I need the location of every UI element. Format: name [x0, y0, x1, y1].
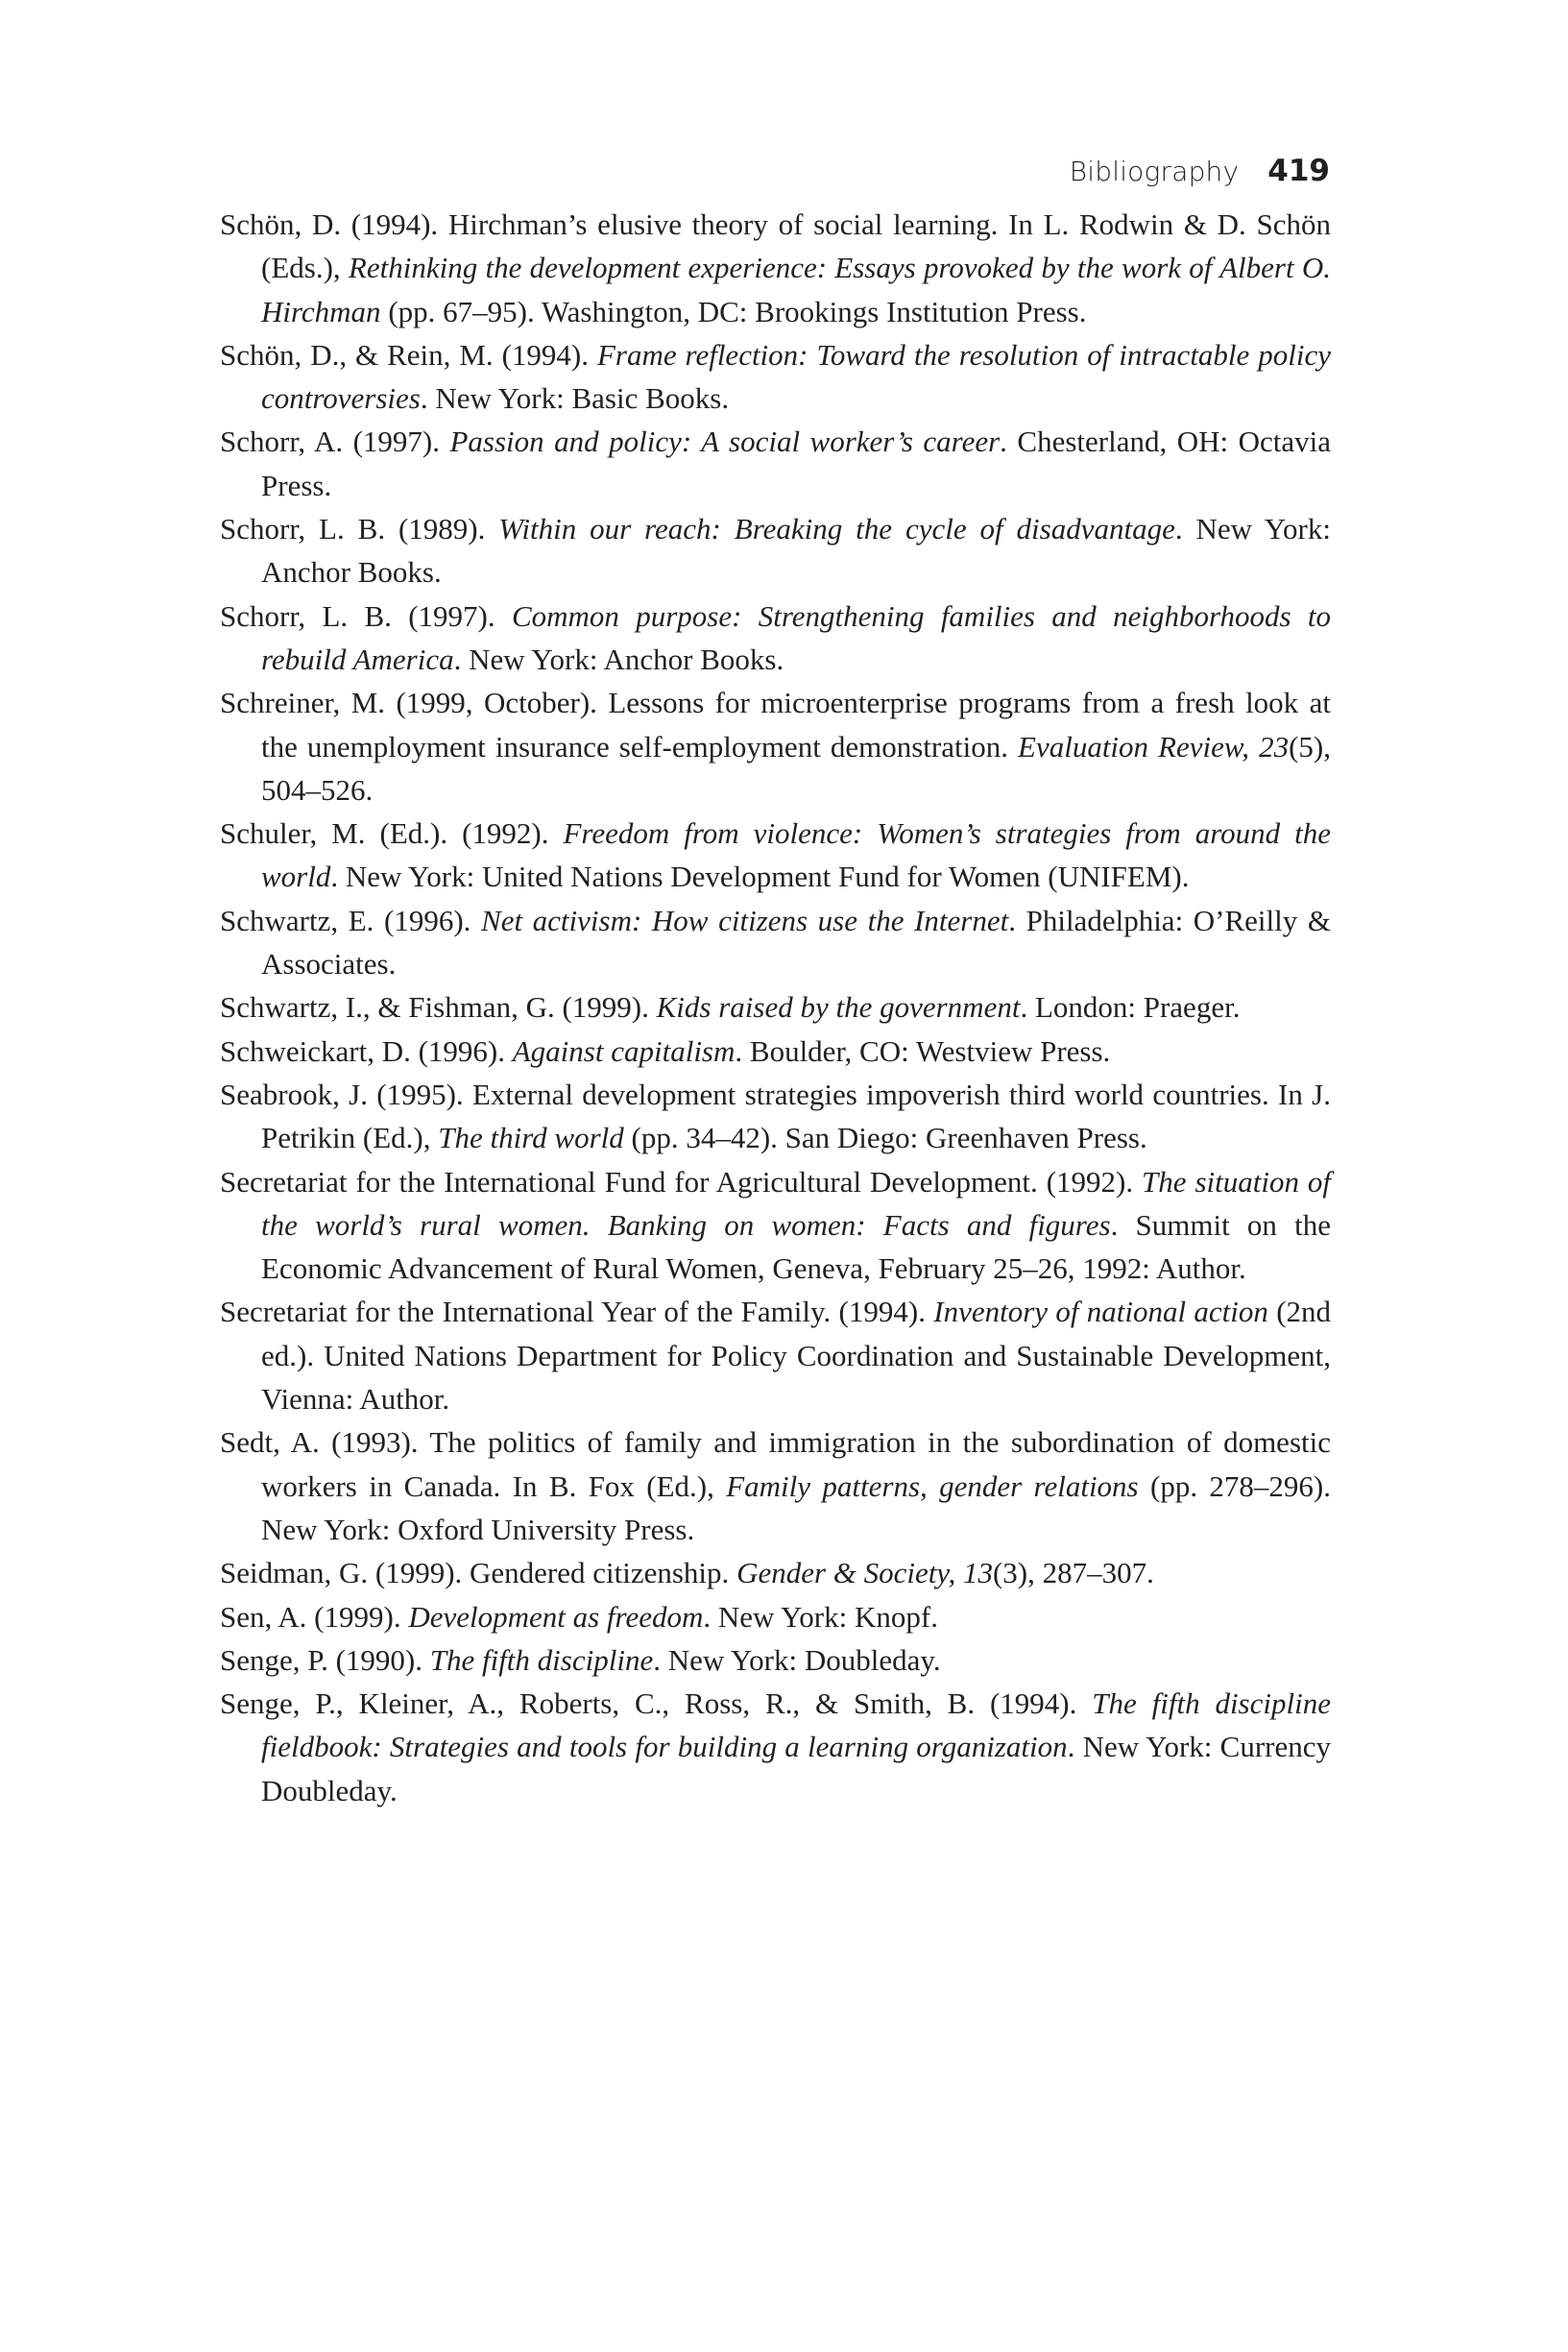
entry-title-italic: The situation of the world’s rural women. Banking on women: Facts and figures [261, 1164, 1331, 1242]
entry-title-italic: The fifth discipline fieldbook: Strategies and tools for building a learning organization [261, 1686, 1331, 1764]
entry-text: Schorr, L. B. (1989). [220, 512, 499, 546]
entry-text: . New York: Basic Books. [420, 381, 730, 416]
entry-title-italic: Within our reach: Breaking the cycle of disadvantage [498, 512, 1175, 546]
entry-text: Schön, D. (1994). Hirchman’s elusive theory of social learning. In L. Rodwin & D. Schön (Eds.), [220, 207, 1331, 285]
entry-title-italic: Gender & Society, 13 [736, 1556, 993, 1590]
entry-title-italic: Net activism: How citizens use the Internet [481, 903, 1009, 937]
entry-text: . New York: Anchor Books. [261, 512, 1331, 590]
entry-text: . New York: Anchor Books. [453, 642, 784, 676]
entry-title-italic: Rethinking the development experience: Essays provoked by the work of Albert O. Hirchman [261, 251, 1331, 328]
entry-text: . Boulder, CO: Westview Press. [735, 1033, 1111, 1068]
entry-text: (3), 287–307. [992, 1556, 1154, 1590]
entry-text: Schwartz, E. (1996). [220, 903, 482, 937]
entry-title-italic: Freedom from violence: Women’s strategies from around the world [261, 816, 1331, 894]
entry-title-italic: Common purpose: Strengthening families and neighborhoods to rebuild America [261, 598, 1331, 676]
entry-text: . New York: Knopf. [703, 1599, 938, 1634]
entry-text: . London: Praeger. [1020, 990, 1241, 1025]
entry-text: Schwartz, I., & Fishman, G. (1999). [220, 990, 657, 1025]
entry-text: (pp. 34–42). San Diego: Greenhaven Press. [623, 1121, 1147, 1155]
entry-text: . Philadelphia: O’Reilly & Associates. [261, 903, 1331, 982]
entry-text: (5), 504–526. [261, 729, 1331, 807]
entry-text: Schuler, M. (Ed.). (1992). [220, 816, 564, 851]
bibliography-entry [220, 594, 1331, 682]
entry-title-italic: The third world [438, 1121, 624, 1155]
entry-text: Senge, P., Kleiner, A., Roberts, C., Ross, R., & Smith, B. (1994). [220, 1686, 1093, 1721]
entry-text: . New York: Doubleday. [653, 1642, 941, 1677]
entry-text: Secretariat for the International Fund for Agricultural Development. (1992). [220, 1164, 1143, 1199]
bibliography-entry [220, 1638, 1331, 1682]
bibliography-entry [220, 899, 1331, 986]
entry-title-italic: Inventory of national action [933, 1295, 1268, 1329]
entry-text: . Summit on the Economic Advancement of Rural Women, Geneva, February 25–26, 1992: Author. [261, 1207, 1331, 1286]
bibliography-entry [220, 1030, 1331, 1073]
bibliography-entry [220, 985, 1331, 1029]
page-number: 419 [1267, 154, 1330, 188]
bibliography-entry [220, 1420, 1331, 1551]
entry-title-italic: Kids raised by the government [656, 990, 1021, 1025]
bibliography-entry [220, 420, 1331, 507]
entry-text: Seabrook, J. (1995). External development strategies impoverish third world countries. In J. Petrikin (Ed.), [220, 1077, 1331, 1155]
entry-title-italic: Passion and policy: A social worker’s career [449, 424, 1001, 459]
entry-text: Schorr, A. (1997). [220, 424, 450, 459]
entry-text: Sedt, A. (1993). The politics of family and immigration in the subordination of domestic workers in Canada. In B. Fox (Ed.), [220, 1425, 1331, 1503]
entry-title-italic: Development as freedom [408, 1599, 704, 1634]
entry-text: Sen, A. (1999). [220, 1599, 409, 1634]
entry-text: Schorr, L. B. (1997). [220, 598, 512, 633]
entry-text: . New York: United Nations Development Fund for Women (UNIFEM). [330, 860, 1190, 894]
entry-text: . Chesterland, OH: Octavia Press. [261, 424, 1331, 502]
bibliography-entry [220, 1682, 1331, 1812]
bibliography-entry [220, 203, 1331, 333]
entry-text: Seidman, G. (1999). Gendered citizenship. [220, 1556, 737, 1590]
entry-text: (pp. 278–296). New York: Oxford University Press. [261, 1468, 1331, 1546]
entry-text: (2nd ed.). United Nations Department for Policy Coordination and Sustainable Development, Vienna: Author. [261, 1295, 1332, 1417]
bibliography-entry [220, 1073, 1331, 1160]
entry-text: . New York: Currency Doubleday. [261, 1730, 1331, 1807]
entry-title-italic: Evaluation Review, 23 [1018, 729, 1290, 764]
running-head-section: Bibliography [1069, 156, 1240, 187]
entry-text: Secretariat for the International Year of the Family. (1994). [220, 1295, 934, 1329]
bibliography-entry [220, 1160, 1331, 1291]
bibliography-list [220, 203, 1331, 1812]
running-head [1070, 154, 1330, 188]
entry-text: Schön, D., & Rein, M. (1994). [220, 337, 597, 372]
entry-text: Schweickart, D. (1996). [220, 1033, 513, 1068]
entry-text: (pp. 67–95). Washington, DC: Brookings Institution Press. [380, 294, 1087, 328]
bibliography-entry [220, 812, 1331, 899]
entry-title-italic: Against capitalism [512, 1033, 736, 1068]
bibliography-entry [220, 681, 1331, 812]
bibliography-entry [220, 1551, 1331, 1594]
entry-text: Schreiner, M. (1999, October). Lessons for microenterprise programs from a fresh look at the unemployment insurance self-employment demonstration. [220, 686, 1331, 764]
entry-title-italic: Family patterns, gender relations [726, 1468, 1139, 1503]
bibliography-entry [220, 507, 1331, 594]
bibliography-entry [220, 1595, 1331, 1638]
entry-text: Senge, P. (1990). [220, 1642, 430, 1677]
entry-title-italic: Frame reflection: Toward the resolution of intractable policy controversies [261, 337, 1331, 416]
bibliography-entry [220, 1290, 1331, 1420]
bibliography-entry [220, 333, 1331, 421]
entry-title-italic: The fifth discipline [429, 1642, 654, 1677]
